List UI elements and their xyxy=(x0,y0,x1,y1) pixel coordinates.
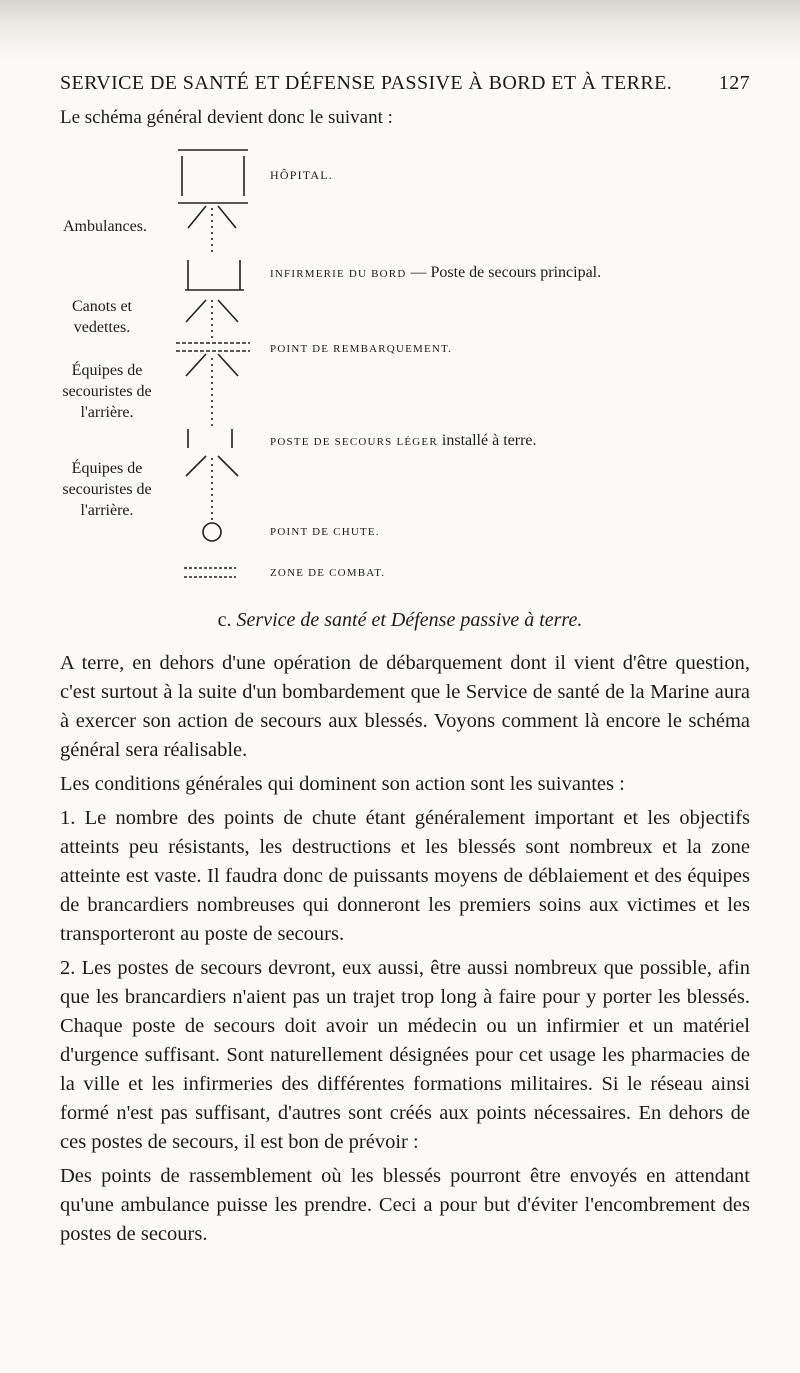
paragraph-5: Des points de rassemblement où les blessés pourront être envoyés en attendant qu'une ambulance puisse les prendre. Ceci a pour but d'éviter l'encombrement des postes de secours. xyxy=(60,1165,750,1245)
infirmerie-detail: — Poste de secours principal. xyxy=(410,264,602,281)
label-ambulances: Ambulances. xyxy=(63,218,147,235)
arrow-left-2 xyxy=(186,300,206,322)
section-title-text: Service de santé et Défense passive à terre. xyxy=(236,609,583,631)
section-heading xyxy=(0,609,800,632)
paragraph-4: 2. Les postes de secours devront, eux aussi, être aussi nombreux que possible, afin que les brancardiers n'aient pas un trajet trop long à faire pour y porter les blessés. Chaque poste de secours doit avoir un médecin ou un infirmier et un matériel d'urgence suffisant. Sont naturellement désignées pour cet usage les pharmacies de la ville et les infirmeries des différentes formations militaires. Si le réseau ainsi formé n'est pas suffisant, d'autres sont créés aux points nécessaires. En dehors de ces postes de secours, il est bon de prévoir : xyxy=(60,957,750,1153)
evacuation-schema xyxy=(0,140,800,600)
paragraph-1: A terre, en dehors d'une opération de débarquement dont il vient d'être question, c'est surtout à la suite d'un bombardement que le Service de santé de la Marine aura à exercer son action de secours aux blessés. Voyons comment là encore le schéma général sera réalisable. xyxy=(60,652,750,761)
label-infirmerie xyxy=(270,264,601,282)
arrow-right-2 xyxy=(218,300,238,322)
arrow-left-1 xyxy=(188,206,206,228)
label-zone-combat: ZONE DE COMBAT. xyxy=(270,567,386,579)
page-number: 127 xyxy=(718,72,750,94)
poste-leger-title: POSTE DE SECOURS LÉGER xyxy=(270,436,438,448)
label-equipes-1: Équipes de secouristes de l'arrière. xyxy=(62,362,152,421)
label-poste-leger xyxy=(270,432,537,450)
label-equipes-2: Équipes de secouristes de l'arrière. xyxy=(62,460,152,519)
label-canots: Canots et vedettes. xyxy=(72,298,132,336)
arrow-left-4 xyxy=(186,456,206,476)
running-header xyxy=(60,72,750,95)
label-point-rembarquement: POINT DE REMBARQUEMENT. xyxy=(270,343,453,355)
paragraph-2: Les conditions générales qui dominent son action sont les suivantes : xyxy=(60,773,625,795)
label-point-chute: POINT DE CHUTE. xyxy=(270,526,380,538)
arrow-right-1 xyxy=(218,206,236,228)
scan-shadow xyxy=(0,0,800,60)
point-de-chute-circle xyxy=(203,523,221,541)
label-hopital: HÔPITAL. xyxy=(270,168,333,182)
paragraph-3: 1. Le nombre des points de chute étant généralement important et les objectifs atteints peu résistants, les destructions et les blessés sont nombreux et la zone atteinte est vaste. Il faudra donc de puissants moyens de déblaiement et des équipes de brancardiers nombreuses qui donneront les premiers soins aux victimes et les transporteront au poste de secours. xyxy=(60,807,750,945)
body-text xyxy=(60,649,750,1254)
section-letter: c. xyxy=(217,609,232,631)
header-title: SERVICE DE SANTÉ ET DÉFENSE PASSIVE À BORD ET À TERRE. xyxy=(60,72,673,94)
arrow-right-3 xyxy=(218,354,238,376)
poste-leger-detail: installé à terre. xyxy=(441,432,537,449)
intro-sentence: Le schéma général devient donc le suivant : xyxy=(60,107,393,128)
arrow-left-3 xyxy=(186,354,206,376)
infirmerie-title: INFIRMERIE DU BORD xyxy=(270,268,407,280)
arrow-right-4 xyxy=(218,456,238,476)
